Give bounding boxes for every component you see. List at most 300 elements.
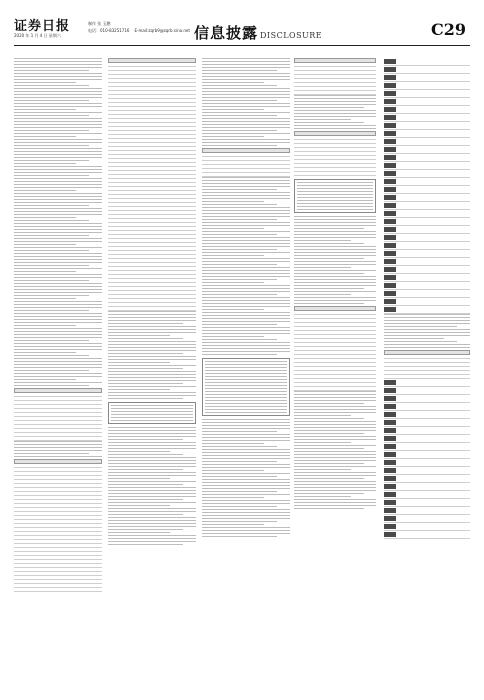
signature-row [384, 411, 470, 419]
text-line [294, 110, 376, 111]
text-line [14, 199, 102, 200]
text-line [202, 264, 277, 265]
signature-row [384, 122, 470, 130]
section-title [194, 22, 322, 43]
signature-row [384, 242, 470, 250]
company-seal-mark [384, 99, 396, 104]
text-line [202, 91, 290, 92]
text-line [205, 382, 287, 383]
text-line [202, 500, 290, 501]
text-line [14, 441, 102, 442]
text-line [294, 261, 376, 262]
text-line [202, 452, 290, 453]
text-line [202, 422, 290, 423]
text-line [14, 238, 102, 239]
text-line [14, 379, 76, 380]
text-line [202, 213, 290, 214]
text-line [202, 70, 277, 71]
signature-row [384, 130, 470, 138]
company-seal-mark [384, 484, 396, 489]
text-line [108, 350, 196, 351]
text-line [14, 319, 102, 320]
text-line [297, 182, 373, 183]
text-line [14, 274, 102, 275]
signature-row [384, 250, 470, 258]
text-line [108, 368, 183, 369]
text-line [294, 421, 376, 422]
text-line [14, 172, 102, 173]
text-line [202, 186, 290, 187]
boxed-table [108, 402, 196, 424]
text-line [14, 118, 102, 119]
text-line [202, 276, 290, 277]
signature-row [384, 435, 470, 443]
text-line [14, 292, 102, 293]
text-line [294, 466, 376, 467]
text-line [108, 490, 196, 491]
text-line [108, 481, 196, 482]
signature-row [384, 162, 470, 170]
column-4 [294, 58, 376, 688]
text-line [202, 473, 290, 474]
text-line [202, 527, 290, 528]
text-line [14, 70, 89, 71]
text-line [14, 160, 89, 161]
text-line [294, 107, 364, 108]
text-line [108, 386, 196, 387]
text-line [294, 279, 376, 280]
text-line [14, 61, 102, 62]
text-line [14, 124, 102, 125]
company-seal-mark [384, 468, 396, 473]
text-line [14, 73, 102, 74]
signature-row [384, 475, 470, 483]
text-line [202, 180, 290, 181]
text-line [14, 352, 76, 353]
text-line [205, 376, 287, 377]
text-line [108, 514, 183, 515]
text-line [294, 231, 376, 232]
signature-row [384, 387, 470, 395]
text-line [294, 391, 376, 392]
text-line [202, 291, 290, 292]
signature-row [384, 74, 470, 82]
text-line [384, 329, 470, 330]
text-line [14, 262, 102, 263]
text-line [294, 496, 351, 497]
company-seal-mark [384, 436, 396, 441]
text-line [294, 300, 376, 301]
text-line [14, 226, 102, 227]
text-line [202, 61, 290, 62]
text-line [108, 463, 196, 464]
company-seal-mark [384, 492, 396, 497]
text-line [14, 298, 76, 299]
company-seal-mark [384, 235, 396, 240]
signature-row [384, 258, 470, 266]
text-line [202, 207, 290, 208]
text-line [294, 219, 376, 220]
text-line [202, 130, 277, 131]
text-line [14, 355, 89, 356]
text-line [108, 427, 196, 428]
text-line [202, 476, 277, 477]
text-line [14, 100, 89, 101]
company-seal-mark [384, 291, 396, 296]
company-seal-mark [384, 299, 396, 304]
signature-row [384, 403, 470, 411]
text-line [14, 67, 102, 68]
text-line [202, 79, 290, 80]
signature-row [384, 531, 470, 539]
text-line [202, 85, 277, 86]
text-line [202, 327, 290, 328]
text-line [14, 97, 102, 98]
text-line [108, 332, 196, 333]
text-line [294, 228, 364, 229]
text-line [202, 237, 290, 238]
company-seal-mark [384, 259, 396, 264]
text-line [14, 154, 102, 155]
signature-row [384, 515, 470, 523]
text-line [202, 204, 277, 205]
text-line [108, 335, 170, 336]
text-line [294, 95, 376, 96]
text-line [202, 240, 290, 241]
company-seal-mark [384, 211, 396, 216]
text-line [205, 364, 287, 365]
signature-row [384, 66, 470, 74]
text-line [14, 148, 102, 149]
signature-row [384, 274, 470, 282]
signature-row [384, 82, 470, 90]
text-line [294, 427, 376, 428]
signature-row [384, 419, 470, 427]
text-line [14, 163, 76, 164]
text-line [14, 310, 89, 311]
text-line [108, 484, 183, 485]
text-line [14, 325, 76, 326]
text-line [14, 313, 102, 314]
text-line [294, 276, 376, 277]
company-seal-mark [384, 171, 396, 176]
text-line [384, 320, 470, 321]
text-line [294, 394, 376, 395]
signature-row [384, 395, 470, 403]
text-line [294, 430, 376, 431]
signature-row [384, 443, 470, 451]
text-line [108, 445, 196, 446]
text-line [202, 201, 264, 202]
company-seal-mark [384, 123, 396, 128]
text-line [294, 484, 376, 485]
text-line [108, 326, 196, 327]
text-line [294, 499, 376, 500]
text-line [14, 106, 102, 107]
signature-row [384, 186, 470, 194]
text-line [294, 397, 376, 398]
newspaper-logo: 证券日报 [14, 19, 71, 34]
text-line [202, 133, 290, 134]
text-line [205, 373, 287, 374]
text-line [384, 326, 457, 327]
text-line [14, 64, 102, 65]
text-line [14, 94, 102, 95]
text-line [108, 353, 183, 354]
text-line [205, 361, 287, 362]
text-line [202, 228, 264, 229]
text-line [294, 222, 376, 223]
signature-row [384, 170, 470, 178]
text-line [202, 294, 277, 295]
text-line [202, 258, 290, 259]
text-line [108, 365, 196, 366]
text-line [202, 121, 290, 122]
text-line [14, 343, 102, 344]
text-line [202, 479, 290, 480]
text-line [202, 73, 290, 74]
text-line [202, 103, 290, 104]
text-line [202, 82, 264, 83]
signature-row [384, 202, 470, 210]
text-line [202, 536, 277, 537]
text-line [294, 460, 376, 461]
text-line [14, 444, 102, 445]
table-row [294, 172, 376, 176]
text-line [294, 264, 376, 265]
text-line [108, 454, 183, 455]
text-line [294, 249, 376, 250]
text-line [14, 151, 102, 152]
text-line [108, 311, 196, 312]
text-line [202, 285, 290, 286]
issue-date: 2020 年 1 月 4 日 星期六 [14, 33, 61, 38]
text-line [202, 97, 290, 98]
text-line [108, 448, 196, 449]
text-line [202, 518, 290, 519]
text-line [297, 188, 373, 189]
text-line [14, 202, 102, 203]
text-line [14, 178, 102, 179]
text-line [108, 544, 183, 545]
text-line [294, 216, 376, 217]
text-line [14, 166, 102, 167]
text-line [108, 541, 196, 542]
text-line [108, 535, 196, 536]
text-line [202, 494, 290, 495]
text-line [108, 389, 170, 390]
text-line [14, 328, 102, 329]
text-line [294, 285, 376, 286]
text-line [14, 277, 102, 278]
text-line [14, 340, 89, 341]
text-line [384, 338, 444, 339]
company-seal-mark [384, 163, 396, 168]
signature-row [384, 146, 470, 154]
text-line [202, 198, 290, 199]
text-line [202, 192, 290, 193]
text-line [14, 232, 102, 233]
text-line [202, 118, 290, 119]
text-line [202, 437, 290, 438]
signature-row [384, 282, 470, 290]
text-line [108, 466, 196, 467]
text-line [14, 133, 102, 134]
text-line [14, 337, 102, 338]
text-line [202, 336, 264, 337]
signature-row [384, 226, 470, 234]
text-line [14, 358, 102, 359]
text-line [202, 318, 290, 319]
text-line [202, 446, 277, 447]
text-line [202, 249, 277, 250]
masthead-rule [14, 45, 470, 46]
text-line [202, 419, 290, 420]
text-line [202, 440, 290, 441]
text-line [14, 142, 102, 143]
company-seal-mark [384, 516, 396, 521]
text-line [108, 329, 196, 330]
text-line [14, 331, 102, 332]
section-title-cn: 信息披露 [194, 24, 259, 42]
text-line [202, 145, 277, 146]
text-line [294, 113, 376, 114]
text-line [14, 211, 102, 212]
text-line [294, 454, 376, 455]
text-line [14, 220, 89, 221]
text-line [294, 433, 364, 434]
text-line [108, 508, 196, 509]
text-line [111, 411, 193, 412]
text-line [14, 82, 76, 83]
text-line [202, 288, 290, 289]
text-line [297, 185, 373, 186]
company-seal-mark [384, 187, 396, 192]
company-seal-mark [384, 532, 396, 537]
text-line [14, 376, 102, 377]
text-line [294, 442, 351, 443]
text-line [384, 335, 470, 336]
company-seal-mark [384, 460, 396, 465]
text-line [202, 312, 290, 313]
text-line [14, 85, 89, 86]
text-line [108, 338, 183, 339]
text-line [202, 270, 290, 271]
company-seal-mark [384, 412, 396, 417]
text-line [202, 348, 290, 349]
text-line [14, 361, 102, 362]
company-seal-mark [384, 67, 396, 72]
company-seal-mark [384, 396, 396, 401]
company-seal-mark [384, 508, 396, 513]
signature-row [384, 483, 470, 491]
company-seal-mark [384, 227, 396, 232]
text-line [294, 125, 376, 126]
text-line [108, 475, 196, 476]
text-line [14, 169, 102, 170]
text-line [294, 415, 351, 416]
text-line [297, 209, 373, 210]
text-line [14, 346, 102, 347]
company-seal-mark [384, 452, 396, 457]
text-line [14, 453, 89, 454]
company-seal-mark [384, 388, 396, 393]
text-line [297, 197, 373, 198]
text-line [205, 394, 287, 395]
text-line [108, 523, 196, 524]
text-line [202, 282, 264, 283]
text-line [202, 246, 290, 247]
text-line [294, 436, 376, 437]
text-line [111, 405, 193, 406]
text-line [108, 436, 196, 437]
text-line [14, 130, 89, 131]
text-line [202, 431, 277, 432]
text-line [205, 403, 287, 404]
text-line [14, 367, 102, 368]
text-line [294, 463, 364, 464]
text-line [384, 314, 470, 315]
text-line [384, 317, 470, 318]
company-seal-mark [384, 59, 396, 64]
text-line [108, 526, 196, 527]
text-line [294, 273, 364, 274]
text-line [14, 217, 76, 218]
signature-row [384, 234, 470, 242]
company-seal-mark [384, 267, 396, 272]
text-line [202, 225, 290, 226]
text-line [108, 487, 196, 488]
text-line [297, 203, 373, 204]
signature-row [384, 499, 470, 507]
text-line [294, 116, 376, 117]
text-line [202, 461, 277, 462]
text-line [14, 316, 102, 317]
text-line [294, 400, 376, 401]
company-seal-mark [384, 203, 396, 208]
text-line [108, 344, 196, 345]
text-line [205, 412, 287, 413]
text-line [202, 222, 290, 223]
signature-row [384, 379, 470, 387]
text-line [294, 240, 351, 241]
text-line [202, 124, 290, 125]
text-line [202, 231, 290, 232]
text-line [14, 205, 89, 206]
text-line [202, 67, 290, 68]
company-seal-mark [384, 147, 396, 152]
text-line [294, 412, 376, 413]
text-line [294, 258, 364, 259]
text-line [14, 175, 89, 176]
text-line [294, 225, 376, 226]
text-line [108, 317, 196, 318]
signature-row [384, 266, 470, 274]
text-line [202, 491, 277, 492]
text-line [202, 497, 264, 498]
text-line [108, 517, 196, 518]
text-line [294, 472, 376, 473]
text-line [202, 464, 290, 465]
text-line [202, 210, 290, 211]
text-line [202, 303, 290, 304]
text-line [294, 445, 376, 446]
text-line [205, 388, 287, 389]
text-line [294, 98, 376, 99]
text-line [108, 362, 170, 363]
text-line [14, 385, 89, 386]
signature-row [384, 90, 470, 98]
